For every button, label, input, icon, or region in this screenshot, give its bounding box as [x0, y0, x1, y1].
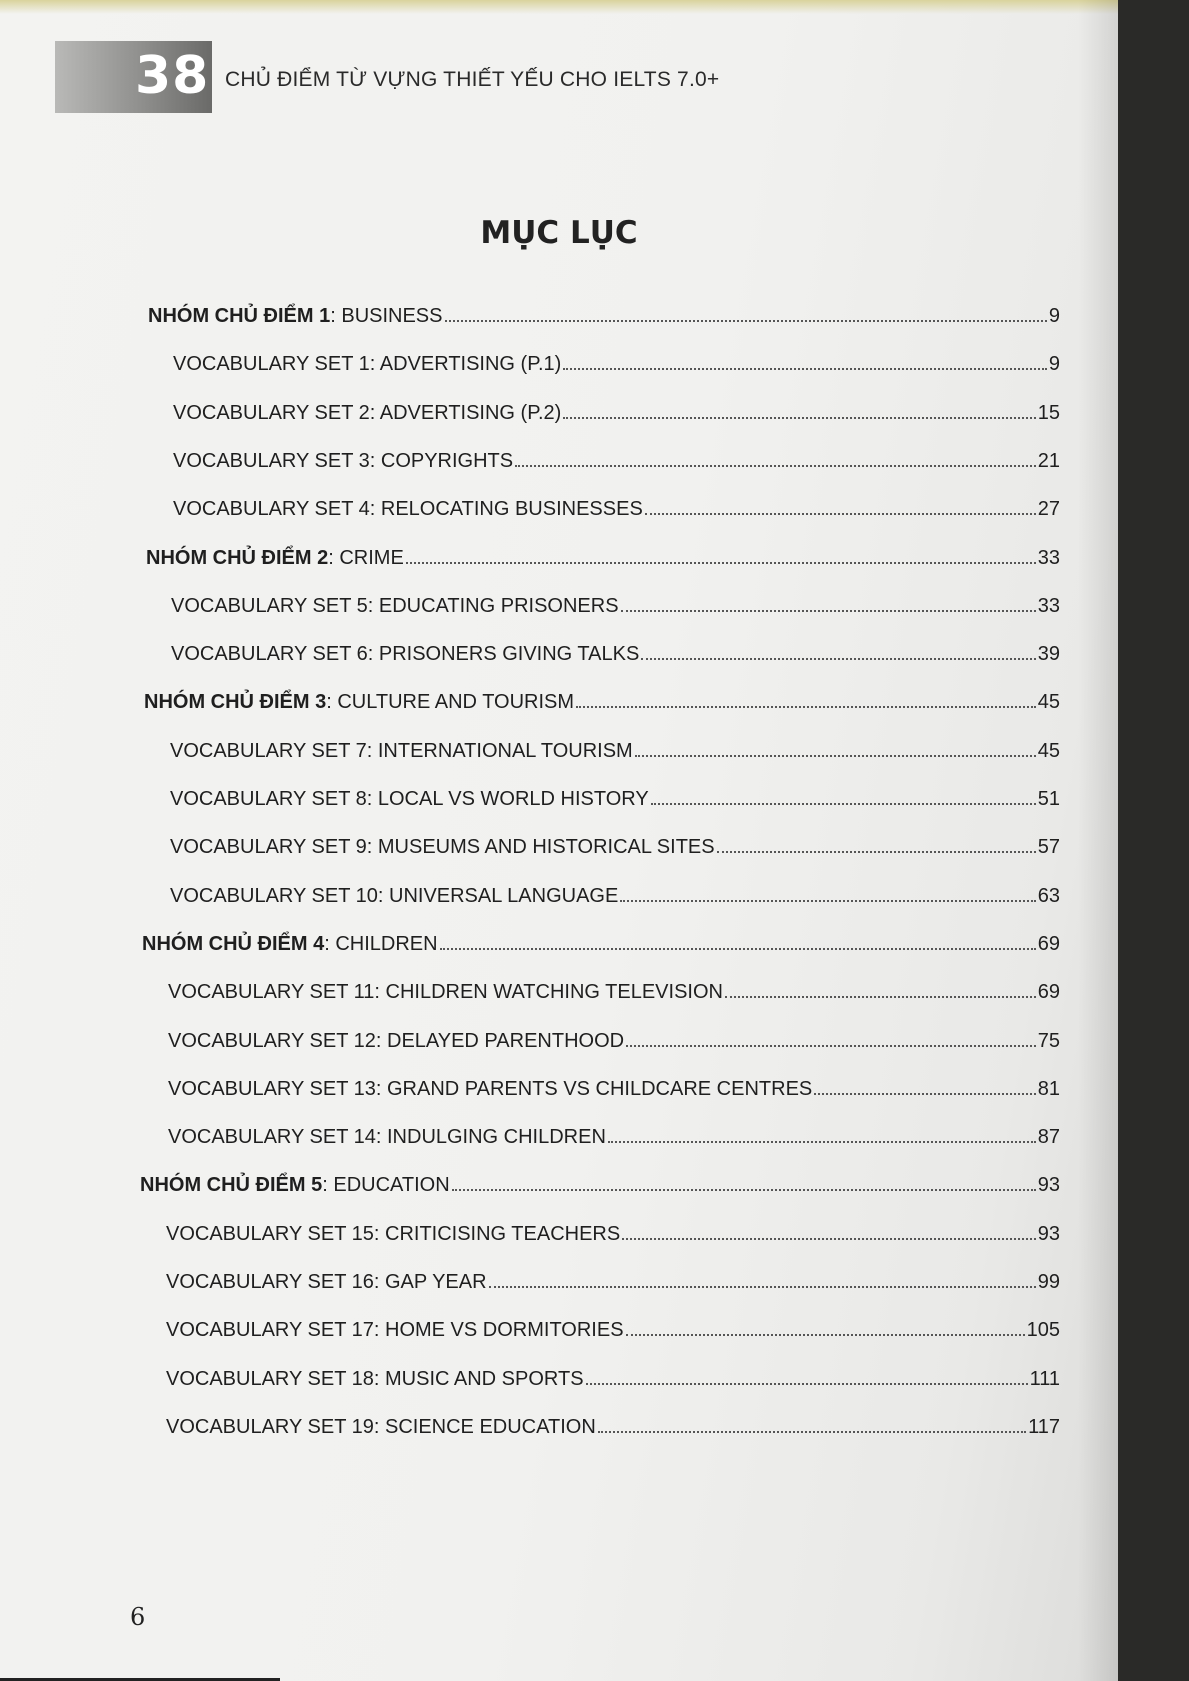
toc-set-title: VOCABULARY SET 5: EDUCATING PRISONERS — [171, 595, 619, 617]
dot-leader — [608, 1140, 1036, 1143]
toc-set-row[interactable] — [168, 1027, 1060, 1055]
toc-set-title: VOCABULARY SET 15: CRITICISING TEACHERS — [166, 1223, 621, 1245]
toc-page-number: 39 — [1037, 643, 1060, 665]
toc-set-title: VOCABULARY SET 1: ADVERTISING (P.1) — [173, 353, 562, 375]
toc-set-row[interactable] — [166, 1220, 1060, 1248]
toc-set-title: VOCABULARY SET 7: INTERNATIONAL TOURISM — [170, 740, 633, 762]
toc-heading: MỤC LỤC — [480, 215, 638, 251]
toc-group-prefix: NHÓM CHỦ ĐIỂM 1 — [148, 305, 331, 327]
dot-leader — [445, 319, 1047, 322]
dot-leader — [626, 1044, 1036, 1047]
toc-set-title: VOCABULARY SET 9: MUSEUMS AND HISTORICAL SITES — [170, 836, 715, 858]
toc-page-number: 21 — [1037, 450, 1060, 472]
dot-leader — [635, 754, 1036, 757]
toc-set-row[interactable] — [171, 592, 1060, 620]
header-book-title: CHỦ ĐIỂM TỪ VỰNG THIẾT YẾU CHO IELTS 7.0+ — [225, 68, 720, 91]
toc-set-title: VOCABULARY SET 11: CHILDREN WATCHING TELEVISION — [168, 981, 723, 1003]
toc-page-number: 75 — [1037, 1030, 1060, 1052]
toc-page-number: 45 — [1037, 691, 1060, 713]
dot-leader — [452, 1188, 1036, 1191]
dot-leader — [626, 1333, 1025, 1336]
toc-set-row[interactable] — [166, 1413, 1060, 1441]
toc-set-title: VOCABULARY SET 13: GRAND PARENTS VS CHILDCARE CENTRES — [168, 1078, 813, 1100]
toc-set-row[interactable] — [170, 882, 1060, 910]
toc-page-number: 87 — [1037, 1126, 1060, 1148]
dot-leader — [725, 995, 1036, 998]
toc-page-number: 99 — [1037, 1271, 1060, 1293]
toc-set-title: VOCABULARY SET 19: SCIENCE EDUCATION — [166, 1416, 596, 1438]
toc-set-title: VOCABULARY SET 10: UNIVERSAL LANGUAGE — [170, 885, 619, 907]
dot-leader — [406, 561, 1036, 564]
toc-set-row[interactable] — [173, 495, 1060, 523]
toc-set-row[interactable] — [166, 1316, 1060, 1344]
toc-set-title: VOCABULARY SET 2: ADVERTISING (P.2) — [173, 402, 562, 424]
dot-leader — [814, 1092, 1036, 1095]
toc-page-number: 105 — [1026, 1319, 1060, 1341]
toc-set-title: VOCABULARY SET 8: LOCAL VS WORLD HISTORY — [170, 788, 649, 810]
toc-set-row[interactable] — [170, 833, 1060, 861]
dot-leader — [563, 416, 1035, 419]
toc-set-title: VOCABULARY SET 3: COPYRIGHTS — [173, 450, 514, 472]
toc-group-row[interactable] — [146, 544, 1060, 572]
dot-leader — [440, 947, 1036, 950]
toc-page-number: 81 — [1037, 1078, 1060, 1100]
toc-group-prefix: NHÓM CHỦ ĐIỂM 4 — [142, 933, 325, 955]
toc-group-name: : BUSINESS — [330, 305, 443, 327]
dot-leader — [717, 850, 1036, 853]
dot-leader — [586, 1382, 1028, 1385]
dot-leader — [620, 899, 1035, 902]
toc-page-number: 69 — [1037, 981, 1060, 1003]
toc-set-row[interactable] — [168, 1075, 1060, 1103]
toc-group-prefix: NHÓM CHỦ ĐIỂM 5 — [140, 1174, 323, 1196]
toc-page-number: 27 — [1037, 498, 1060, 520]
toc-group-row[interactable] — [144, 688, 1060, 716]
toc-group-prefix: NHÓM CHỦ ĐIỂM 2 — [146, 547, 329, 569]
toc-set-title: VOCABULARY SET 17: HOME VS DORMITORIES — [166, 1319, 624, 1341]
toc-page-number: 33 — [1037, 547, 1060, 569]
toc-page-number: 93 — [1037, 1174, 1060, 1196]
dot-leader — [576, 705, 1036, 708]
dot-leader — [489, 1285, 1036, 1288]
toc-page-number: 15 — [1037, 402, 1060, 424]
dot-leader — [621, 609, 1036, 612]
toc-set-row[interactable] — [173, 447, 1060, 475]
toc-page-number: 93 — [1037, 1223, 1060, 1245]
page-number: 6 — [130, 1603, 146, 1631]
toc-set-title: VOCABULARY SET 16: GAP YEAR — [166, 1271, 487, 1293]
toc-set-title: VOCABULARY SET 18: MUSIC AND SPORTS — [166, 1368, 584, 1390]
toc-group-name: : CHILDREN — [324, 933, 438, 955]
toc-set-row[interactable] — [171, 640, 1060, 668]
toc-set-row[interactable] — [166, 1365, 1060, 1393]
toc-set-row[interactable] — [173, 350, 1060, 378]
toc-group-name: : EDUCATION — [322, 1174, 450, 1196]
toc-group-row[interactable] — [140, 1171, 1060, 1199]
header-book-number: 38 — [135, 46, 210, 106]
toc-page-number: 63 — [1037, 885, 1060, 907]
toc-group-row[interactable] — [142, 930, 1060, 958]
toc-group-prefix: NHÓM CHỦ ĐIỂM 3 — [144, 691, 327, 713]
toc-page-number: 9 — [1048, 305, 1060, 327]
toc-page-number: 33 — [1037, 595, 1060, 617]
toc-set-row[interactable] — [170, 737, 1060, 765]
dot-leader — [622, 1237, 1036, 1240]
toc-page-number: 45 — [1037, 740, 1060, 762]
toc-set-title: VOCABULARY SET 6: PRISONERS GIVING TALKS — [171, 643, 640, 665]
dot-leader — [563, 367, 1047, 370]
toc-set-title: VOCABULARY SET 14: INDULGING CHILDREN — [168, 1126, 606, 1148]
dot-leader — [645, 512, 1036, 515]
toc-page-number: 117 — [1028, 1416, 1060, 1438]
toc-set-row[interactable] — [168, 1123, 1060, 1151]
toc-set-title: VOCABULARY SET 12: DELAYED PARENTHOOD — [168, 1030, 625, 1052]
toc-set-title: VOCABULARY SET 4: RELOCATING BUSINESSES — [173, 498, 643, 520]
dot-leader — [651, 802, 1036, 805]
toc-set-row[interactable] — [173, 399, 1060, 427]
toc-set-row[interactable] — [170, 785, 1060, 813]
toc-group-name: : CRIME — [328, 547, 404, 569]
toc-page-number: 9 — [1048, 353, 1060, 375]
toc-set-row[interactable] — [166, 1268, 1060, 1296]
toc-set-row[interactable] — [168, 978, 1060, 1006]
toc-group-name: : CULTURE AND TOURISM — [326, 691, 575, 713]
toc-page-number: 57 — [1037, 836, 1060, 858]
toc-group-row[interactable] — [148, 302, 1060, 330]
toc-page-number: 51 — [1037, 788, 1060, 810]
dot-leader — [641, 657, 1035, 660]
dot-leader — [598, 1430, 1026, 1433]
dot-leader — [515, 464, 1036, 467]
toc-page-number: 111 — [1029, 1368, 1060, 1390]
toc-page-number: 69 — [1037, 933, 1060, 955]
